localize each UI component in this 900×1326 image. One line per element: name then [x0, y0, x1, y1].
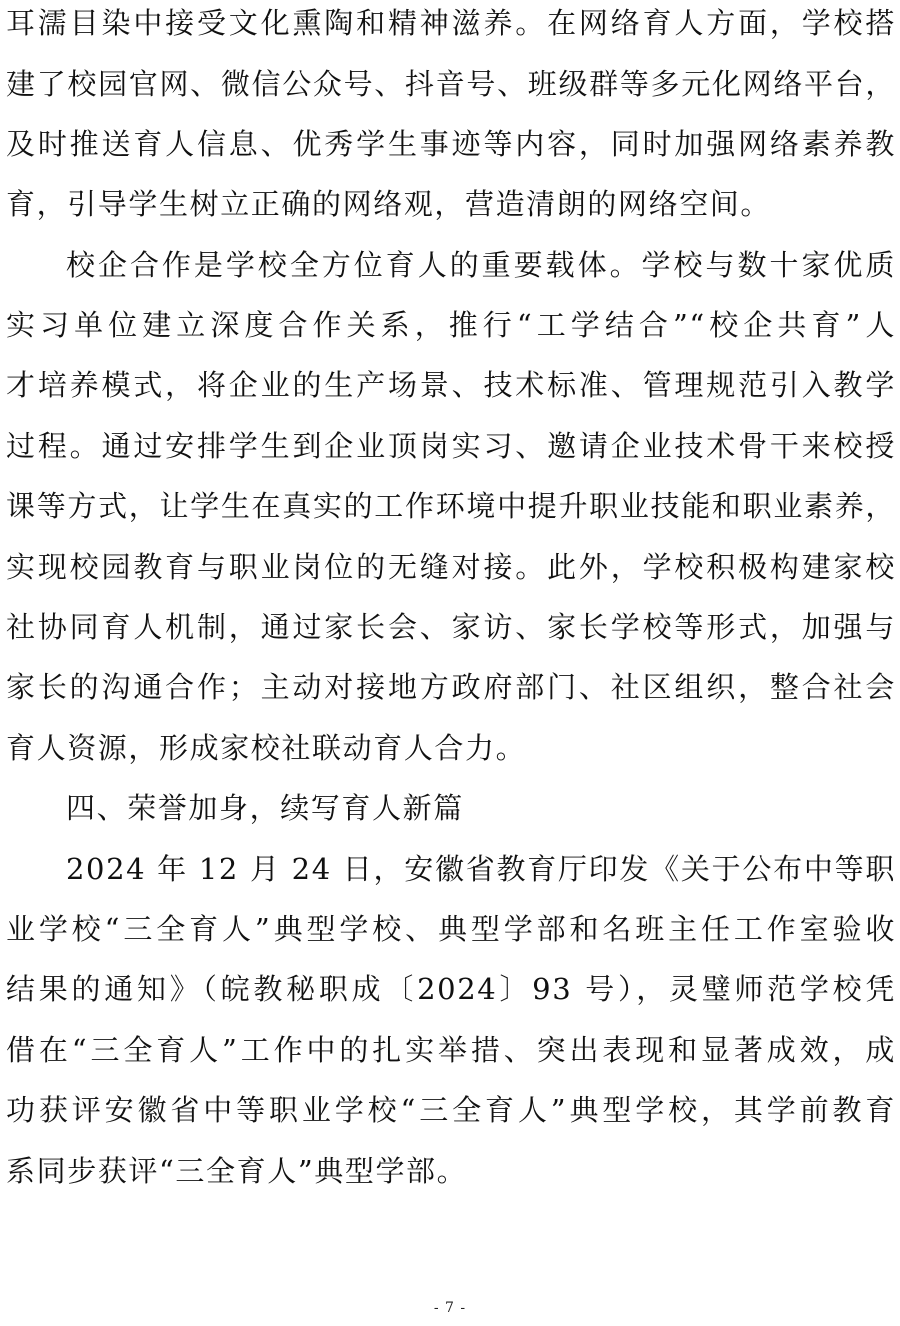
text-line: 家长的沟通合作；主动对接地方政府部门、社区组织，整合社会 — [6, 670, 896, 704]
section-heading: 四、荣誉加身，续写育人新篇 — [66, 791, 464, 825]
text-line: 结果的通知》（皖教秘职成〔2024〕93 号），灵璧师范学校凭 — [6, 972, 896, 1006]
text-line: 耳濡目染中接受文化熏陶和精神滋养。在网络育人方面，学校搭 — [6, 6, 896, 40]
text-line: 及时推送育人信息、优秀学生事迹等内容，同时加强网络素养教 — [6, 127, 896, 161]
text-line: 实现校园教育与职业岗位的无缝对接。此外，学校积极构建家校 — [6, 550, 896, 584]
text-line: 建了校园官网、微信公众号、抖音号、班级群等多元化网络平台， — [6, 67, 896, 101]
text-line: 育人资源，形成家校社联动育人合力。 — [6, 731, 527, 765]
text-line: 业学校“三全育人”典型学校、典型学部和名班主任工作室验收 — [6, 912, 896, 946]
text-line: 系同步获评“三全育人”典型学部。 — [6, 1154, 468, 1188]
text-line: 2024 年 12 月 24 日，安徽省教育厅印发《关于公布中等职 — [66, 852, 896, 886]
text-line: 借在“三全育人”工作中的扎实举措、突出表现和显著成效，成 — [6, 1033, 896, 1067]
text-line: 实习单位建立深度合作关系，推行“工学结合”“校企共育”人 — [6, 308, 896, 342]
page-number: - 7 - — [433, 1300, 467, 1316]
text-line: 才培养模式，将企业的生产场景、技术标准、管理规范引入教学 — [6, 368, 896, 402]
text-line: 社协同育人机制，通过家长会、家访、家长学校等形式，加强与 — [6, 610, 896, 644]
text-line: 过程。通过安排学生到企业顶岗实习、邀请企业技术骨干来校授 — [6, 429, 896, 463]
text-line: 校企合作是学校全方位育人的重要载体。学校与数十家优质 — [66, 248, 896, 282]
text-line: 课等方式，让学生在真实的工作环境中提升职业技能和职业素养， — [6, 489, 896, 523]
text-line: 功获评安徽省中等职业学校“三全育人”典型学校，其学前教育 — [6, 1093, 896, 1127]
text-line: 育，引导学生树立正确的网络观，营造清朗的网络空间。 — [6, 187, 772, 221]
